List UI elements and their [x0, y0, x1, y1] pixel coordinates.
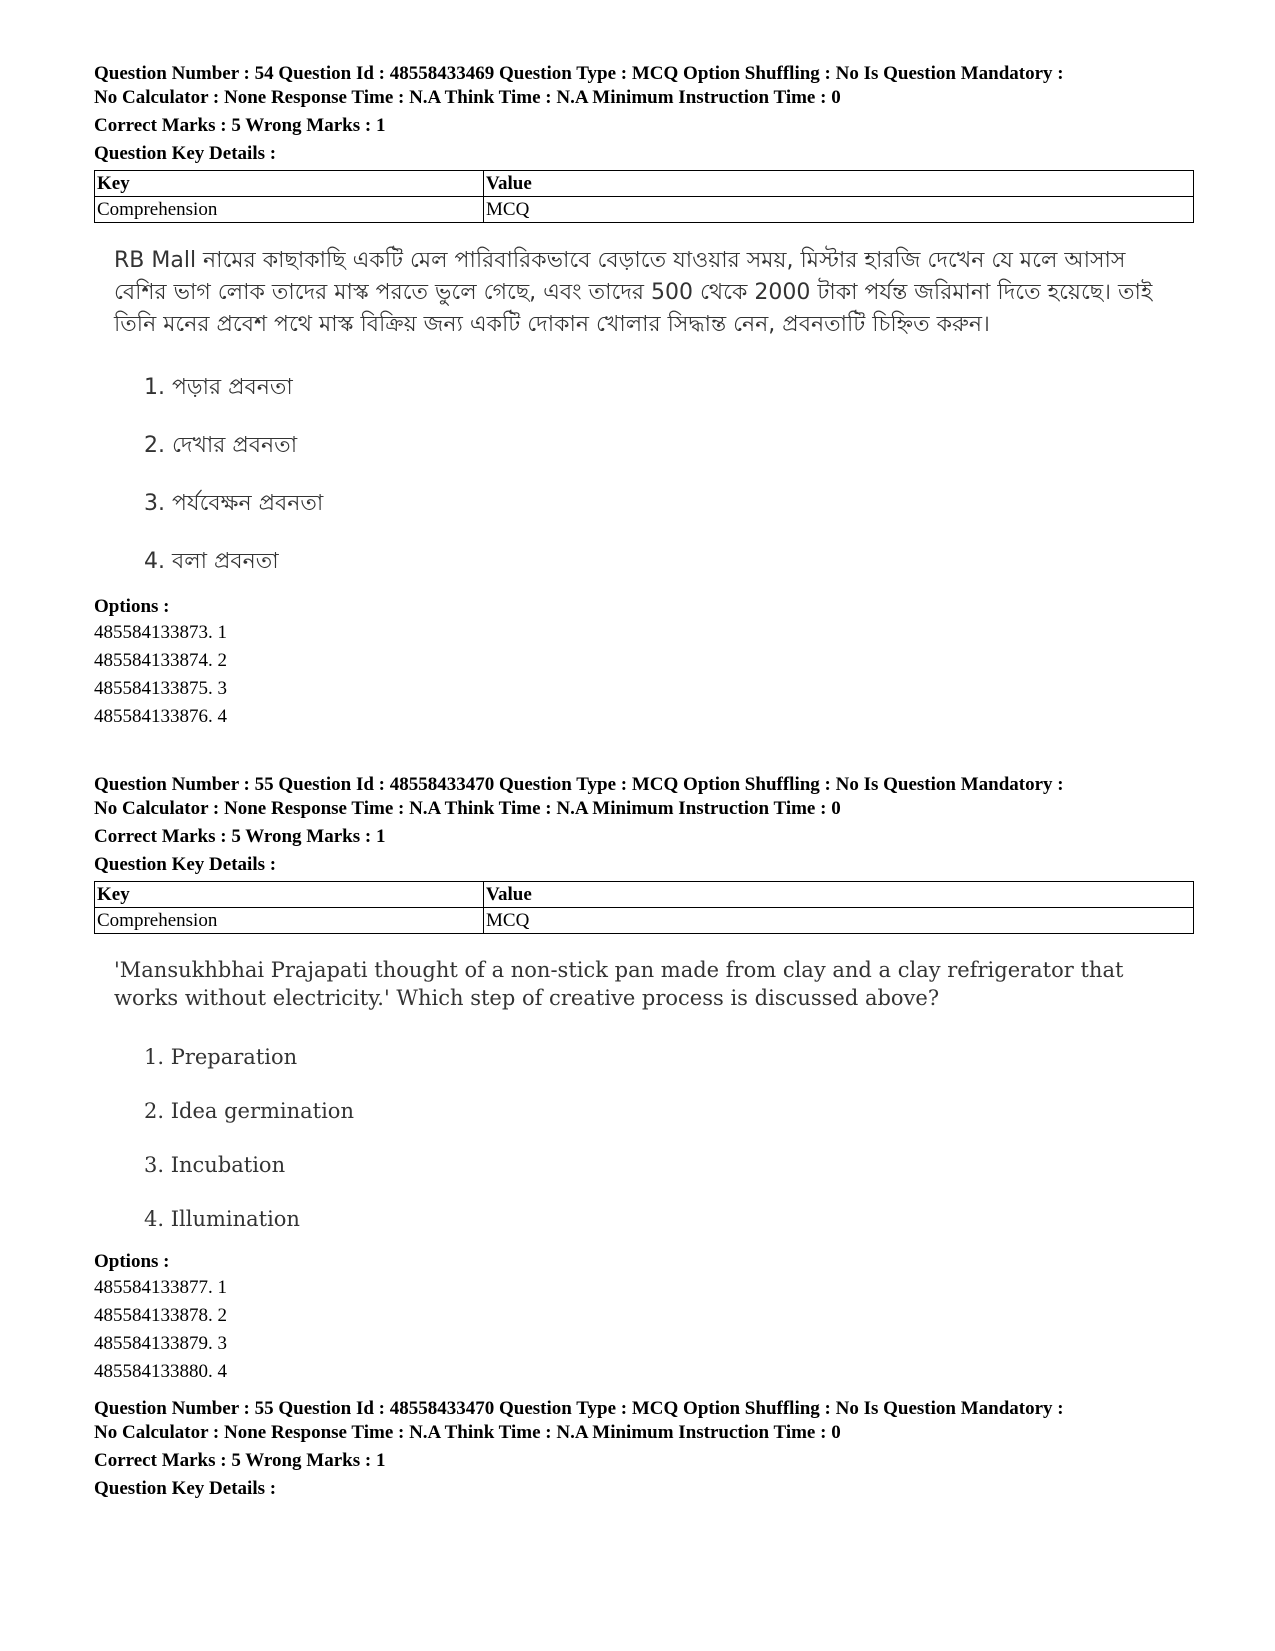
- table-header-key: Key: [95, 882, 484, 908]
- choice-item: 4. বলা প্রবনতা: [144, 549, 279, 574]
- list-item: 485584133874. 2: [94, 650, 227, 671]
- table-header-row: [95, 171, 1194, 197]
- table-header-key: Key: [95, 171, 484, 197]
- question-block-55: [94, 773, 1194, 1386]
- question-meta-line2: No Calculator : None Response Time : N.A Think Time : N.A Minimum Instruction Time : 0: [94, 1422, 841, 1443]
- question-meta-line1: Question Number : 54 Question Id : 48558433469 Question Type : MCQ Option Shuffling : No Is Question Mandatory :: [94, 63, 1064, 84]
- list-item: 485584133878. 2: [94, 1305, 227, 1326]
- choice-item: 3. Incubation: [144, 1153, 286, 1177]
- list-item: 485584133873. 1: [94, 622, 227, 643]
- choice-item: 3. পর্যবেক্ষন প্রবনতা: [144, 491, 324, 516]
- choice-item: 1. পড়ার প্রবনতা: [144, 375, 293, 400]
- list-item: 485584133876. 4: [94, 706, 227, 727]
- question-text: 'Mansukhbhai Prajapati thought of a non-stick pan made from clay and a clay refrigerator that works without electricity.' Which step of creative process is discussed above?: [114, 958, 1124, 1010]
- table-cell-value: MCQ: [484, 197, 1194, 223]
- list-item: 485584133879. 3: [94, 1333, 227, 1354]
- options-list: [94, 1274, 1194, 1386]
- question-meta-line2: No Calculator : None Response Time : N.A Think Time : N.A Minimum Instruction Time : 0: [94, 798, 841, 819]
- options-list: [94, 619, 1194, 731]
- question-body: [114, 956, 1194, 1246]
- question-block-54: [94, 62, 1194, 731]
- options-label: Options :: [94, 596, 170, 617]
- question-marks: Correct Marks : 5 Wrong Marks : 1: [94, 826, 386, 847]
- question-meta-line1: Question Number : 55 Question Id : 48558433470 Question Type : MCQ Option Shuffling : No Is Question Mandatory :: [94, 1398, 1064, 1419]
- question-key-table: [94, 170, 1194, 223]
- question-key-table: [94, 881, 1194, 934]
- question-text: RB Mall নামের কাছাকাছি একটি মেল পারিবারিকভাবে বেড়াতে যাওয়ার সময়, মিস্টার হারজি দেখেন যে মলে আসাস বেশির ভাগ লোক তাদের মাস্ক পরতে ভুলে গেছে, এবং তাদের 500 থেকে 2000 টাকা পর্যন্ত জরিমানা দিতে হয়েছে। তাই তিনি মনের প্রবেশ পথে মাস্ক বিক্রিয় জন্য একটি দোকান খোলার সিদ্ধান্ত নেন, প্রবনতাটি চিহ্নিত করুন।: [114, 248, 1153, 337]
- list-item: 485584133875. 3: [94, 678, 227, 699]
- question-block-55-repeat: [94, 1397, 1194, 1501]
- choice-item: 1. Preparation: [144, 1045, 298, 1069]
- question-key-details-label: Question Key Details :: [94, 143, 277, 164]
- choice-item: 4. Illumination: [144, 1207, 300, 1231]
- question-choices: [144, 359, 1194, 591]
- table-row: [95, 908, 1194, 934]
- table-row: [95, 197, 1194, 223]
- question-meta-line1: Question Number : 55 Question Id : 48558433470 Question Type : MCQ Option Shuffling : No Is Question Mandatory :: [94, 774, 1064, 795]
- question-marks: Correct Marks : 5 Wrong Marks : 1: [94, 1450, 386, 1471]
- question-key-details-label: Question Key Details :: [94, 854, 277, 875]
- choice-item: 2. Idea germination: [144, 1099, 354, 1123]
- choice-item: 2. দেখার প্রবনতা: [144, 433, 298, 458]
- question-key-details-label: Question Key Details :: [94, 1478, 277, 1499]
- table-header-value: Value: [484, 882, 1194, 908]
- options-label: Options :: [94, 1251, 170, 1272]
- question-meta-line2: No Calculator : None Response Time : N.A Think Time : N.A Minimum Instruction Time : 0: [94, 87, 841, 108]
- question-choices: [144, 1030, 1194, 1246]
- table-cell-value: MCQ: [484, 908, 1194, 934]
- table-cell-key: Comprehension: [95, 197, 484, 223]
- list-item: 485584133877. 1: [94, 1277, 227, 1298]
- list-item: 485584133880. 4: [94, 1361, 227, 1382]
- table-header-row: [95, 882, 1194, 908]
- question-marks: Correct Marks : 5 Wrong Marks : 1: [94, 115, 386, 136]
- question-body: [114, 245, 1194, 591]
- table-cell-key: Comprehension: [95, 908, 484, 934]
- table-header-value: Value: [484, 171, 1194, 197]
